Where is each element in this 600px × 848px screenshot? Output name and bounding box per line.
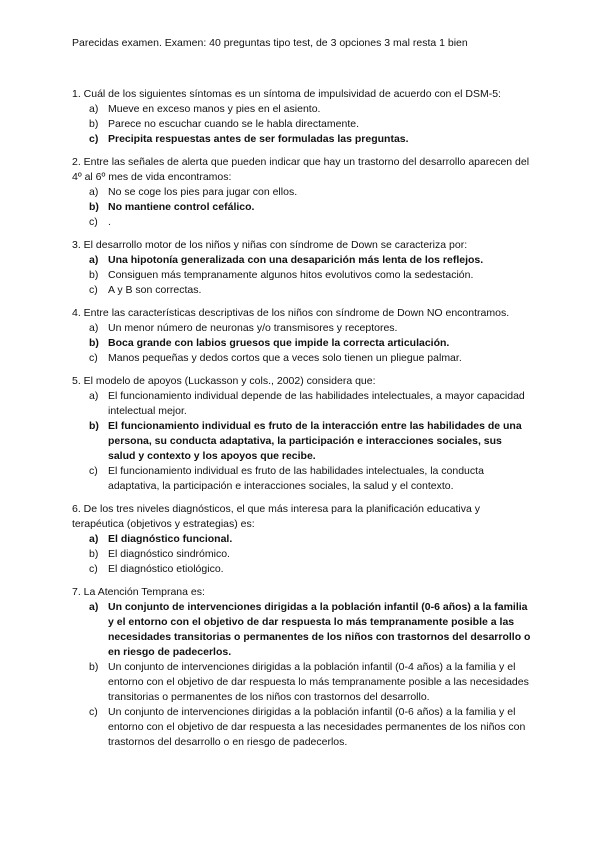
question-7 bbox=[72, 585, 532, 750]
option-b-correct bbox=[72, 200, 532, 215]
option-list bbox=[72, 389, 532, 494]
option-letter: a) bbox=[89, 533, 99, 545]
option-c bbox=[72, 215, 532, 230]
option-text: Parece no escuchar cuando se le habla directamente. bbox=[108, 118, 359, 130]
option-letter: b) bbox=[89, 548, 99, 560]
option-text: El diagnóstico funcional. bbox=[108, 533, 233, 545]
option-text: El funcionamiento individual es fruto de las habilidades intelectuales, la conducta adaptativa, la participación e interacciones sociales, la salud y el contexto. bbox=[108, 465, 484, 492]
option-letter: b) bbox=[89, 420, 99, 432]
option-c bbox=[72, 351, 532, 366]
option-list bbox=[72, 102, 532, 147]
option-letter: a) bbox=[89, 322, 99, 334]
option-a bbox=[72, 102, 532, 117]
option-list bbox=[72, 600, 532, 750]
option-letter: c) bbox=[89, 216, 98, 228]
option-a-correct bbox=[72, 600, 532, 660]
option-text: Un conjunto de intervenciones dirigidas a la población infantil (0-4 años) a la familia y el entorno con el objetivo de dar respuesta lo más tempranamente posible a las necesidades transitorias o permanentes de los niños con trastornos del desarrollo. bbox=[108, 661, 529, 703]
option-a bbox=[72, 185, 532, 200]
option-letter: c) bbox=[89, 284, 98, 296]
question-stem: 2. Entre las señales de alerta que pueden indicar que hay un trastorno del desarrollo aparecen del 4º al 6º mes de vida encontramos: bbox=[72, 156, 530, 183]
option-text: El diagnóstico etiológico. bbox=[108, 563, 224, 575]
option-list bbox=[72, 532, 532, 577]
question-4 bbox=[72, 306, 532, 366]
option-letter: b) bbox=[89, 337, 99, 349]
question-5 bbox=[72, 374, 532, 494]
question-stem: 1. Cuál de los siguientes síntomas es un síntoma de impulsividad de acuerdo con el DSM-5: bbox=[72, 88, 501, 100]
option-letter: a) bbox=[89, 601, 99, 613]
question-3 bbox=[72, 238, 532, 298]
option-letter: b) bbox=[89, 201, 99, 213]
question-stem: 3. El desarrollo motor de los niños y niñas con síndrome de Down se caracteriza por: bbox=[72, 239, 468, 251]
question-list bbox=[72, 87, 532, 758]
option-text: Precipita respuestas antes de ser formuladas las preguntas. bbox=[108, 133, 409, 145]
page-header: Parecidas examen. Examen: 40 preguntas tipo test, de 3 opciones 3 mal resta 1 bien bbox=[72, 37, 468, 49]
option-text: Un conjunto de intervenciones dirigidas a la población infantil (0-6 años) a la familia y el entorno con el objetivo de dar respuesta lo más tempranamente posible a las necesidades transitorias o permanentes de los niños con trastornos del desarrollo o en riesgo de padecerlos. bbox=[108, 601, 531, 658]
option-letter: a) bbox=[89, 186, 99, 198]
option-a-correct bbox=[72, 253, 532, 268]
option-letter: a) bbox=[89, 390, 99, 402]
option-text: No mantiene control cefálico. bbox=[108, 201, 255, 213]
option-text: Consiguen más tempranamente algunos hitos evolutivos como la sedestación. bbox=[108, 269, 474, 281]
option-b bbox=[72, 117, 532, 132]
option-letter: b) bbox=[89, 661, 99, 673]
option-b bbox=[72, 268, 532, 283]
option-letter: c) bbox=[89, 563, 98, 575]
option-letter: c) bbox=[89, 706, 98, 718]
option-b bbox=[72, 547, 532, 562]
question-2 bbox=[72, 155, 532, 230]
option-text: A y B son correctas. bbox=[108, 284, 202, 296]
question-stem: 7. La Atención Temprana es: bbox=[72, 586, 205, 598]
option-list bbox=[72, 253, 532, 298]
option-c bbox=[72, 283, 532, 298]
option-text: No se coge los pies para jugar con ellos. bbox=[108, 186, 298, 198]
option-a bbox=[72, 321, 532, 336]
option-letter: a) bbox=[89, 103, 99, 115]
option-text: El funcionamiento individual depende de las habilidades intelectuales, a mayor capacidad intelectual mejor. bbox=[108, 390, 525, 417]
option-b-correct bbox=[72, 419, 532, 464]
option-text: El funcionamiento individual es fruto de la interacción entre las habilidades de una persona, su conducta adaptativa, la participación e interacciones sociales, sus salud y contexto y los apoyos que recibe. bbox=[108, 420, 522, 462]
question-stem: 5. El modelo de apoyos (Luckasson y cols., 2002) considera que: bbox=[72, 375, 376, 387]
option-text: El diagnóstico sindrómico. bbox=[108, 548, 230, 560]
option-letter: b) bbox=[89, 269, 99, 281]
option-c bbox=[72, 705, 532, 750]
option-letter: c) bbox=[89, 465, 98, 477]
option-b-correct bbox=[72, 336, 532, 351]
option-letter: b) bbox=[89, 118, 99, 130]
option-c bbox=[72, 464, 532, 494]
option-text: Manos pequeñas y dedos cortos que a veces solo tienen un pliegue palmar. bbox=[108, 352, 462, 364]
option-letter: c) bbox=[89, 352, 98, 364]
option-text: Boca grande con labios gruesos que impide la correcta articulación. bbox=[108, 337, 450, 349]
option-a bbox=[72, 389, 532, 419]
option-text: . bbox=[108, 216, 111, 228]
option-c-correct bbox=[72, 132, 532, 147]
question-1 bbox=[72, 87, 532, 147]
option-letter: c) bbox=[89, 133, 99, 145]
option-text: Mueve en exceso manos y pies en el asiento. bbox=[108, 103, 321, 115]
option-letter: a) bbox=[89, 254, 99, 266]
option-c bbox=[72, 562, 532, 577]
question-stem: 6. De los tres niveles diagnósticos, el que más interesa para la planificación educativa y terapéutica (objetivos y estrategias) es: bbox=[72, 503, 480, 530]
option-b bbox=[72, 660, 532, 705]
question-stem: 4. Entre las características descriptivas de los niños con síndrome de Down NO encontramos. bbox=[72, 307, 510, 319]
option-text: Un conjunto de intervenciones dirigidas a la población infantil (0-6 años) a la familia y el entorno con el objetivo de dar respuesta a las necesidades permanentes de los niños con trastornos del desarrollo o en riesgo de padecerlos. bbox=[108, 706, 526, 748]
option-text: Un menor número de neuronas y/o transmisores y receptores. bbox=[108, 322, 398, 334]
question-6 bbox=[72, 502, 532, 577]
option-list bbox=[72, 321, 532, 366]
option-text: Una hipotonía generalizada con una desaparición más lenta de los reflejos. bbox=[108, 254, 484, 266]
option-a-correct bbox=[72, 532, 532, 547]
option-list bbox=[72, 185, 532, 230]
